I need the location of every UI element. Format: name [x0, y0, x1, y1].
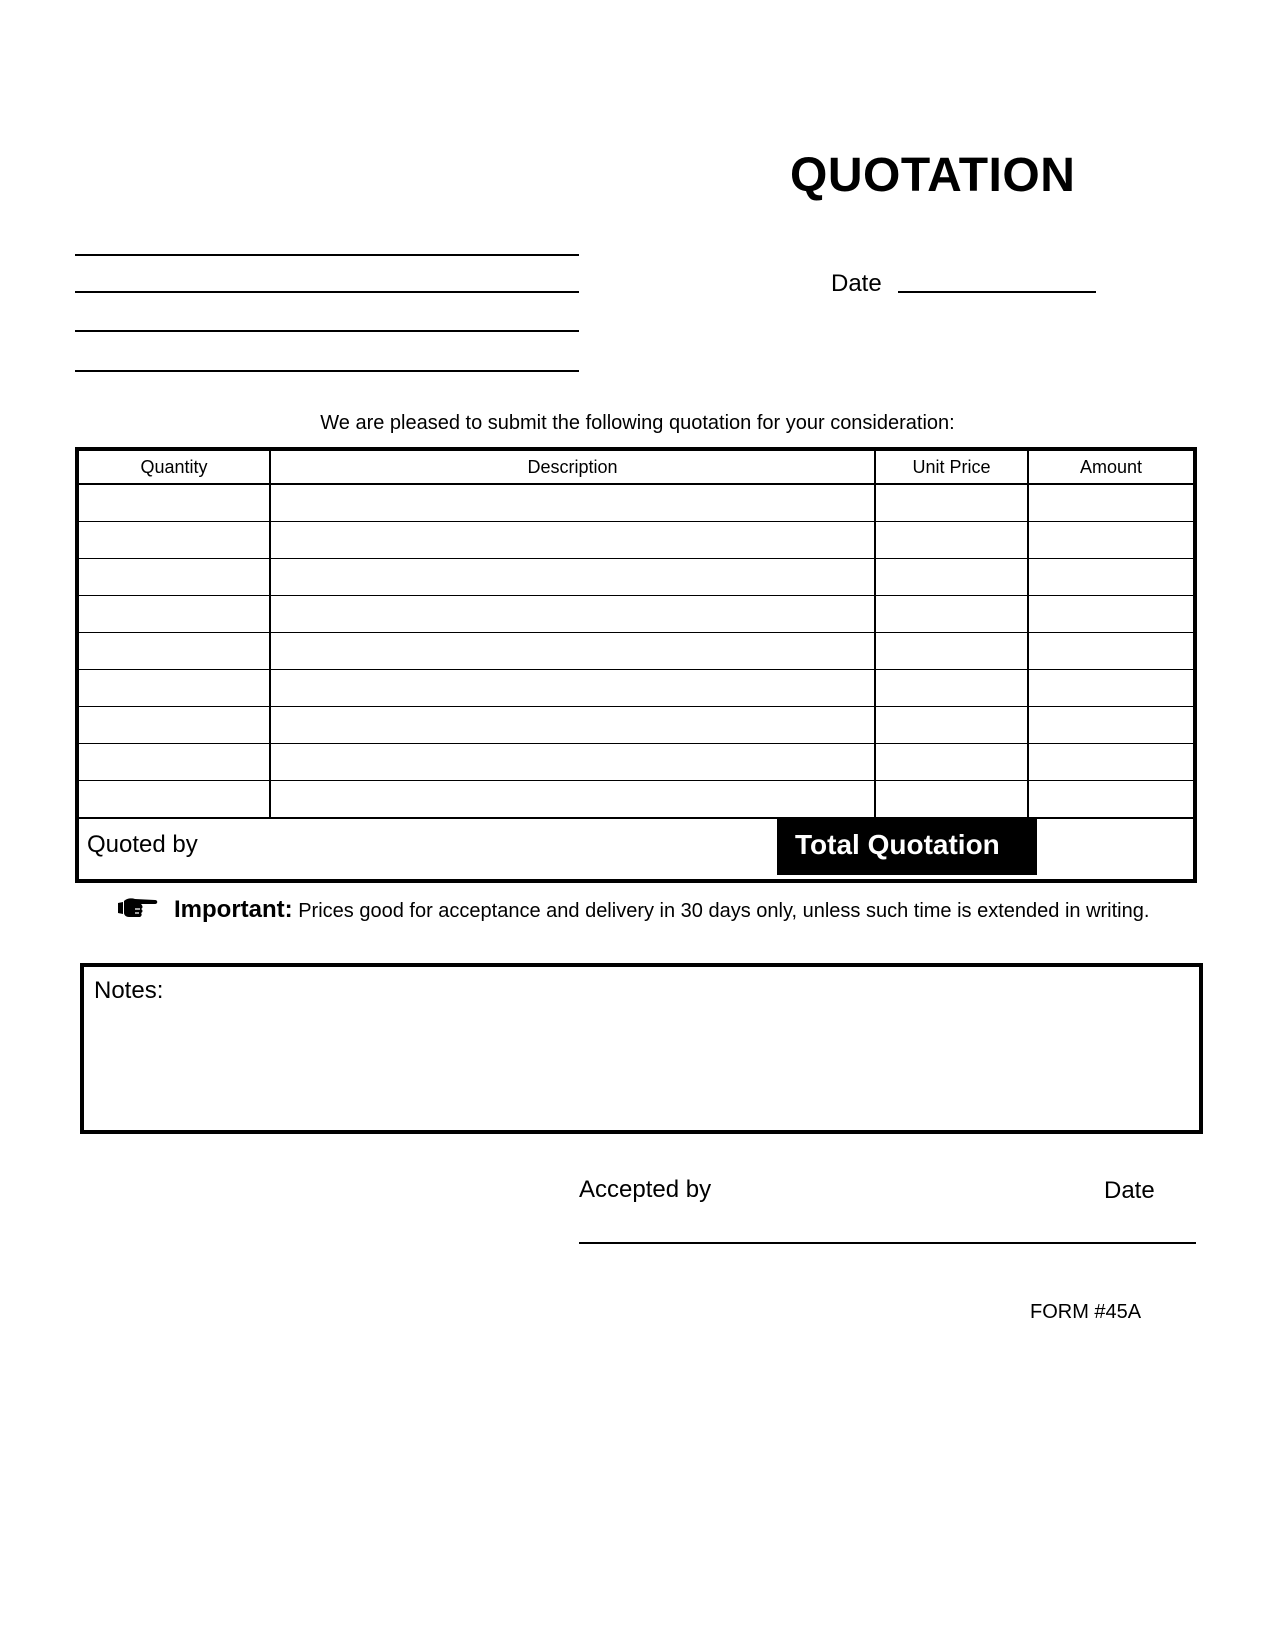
- quantity-cell[interactable]: [79, 559, 270, 596]
- quantity-cell[interactable]: [79, 522, 270, 559]
- amount-cell[interactable]: [1028, 596, 1193, 633]
- acceptance-signature-line[interactable]: [579, 1242, 1196, 1244]
- quantity-cell[interactable]: [79, 596, 270, 633]
- quantity-cell[interactable]: [79, 633, 270, 670]
- description-cell[interactable]: [270, 744, 875, 781]
- description-cell[interactable]: [270, 707, 875, 744]
- acceptance-date-label: Date: [1104, 1177, 1155, 1204]
- important-notice: [174, 898, 1149, 922]
- quantity-cell[interactable]: [79, 744, 270, 781]
- important-text: Prices good for acceptance and delivery in 30 days only, unless such time is extended in writing.: [298, 900, 1150, 922]
- amount-cell[interactable]: [1028, 744, 1193, 781]
- unit-price-cell[interactable]: [875, 707, 1028, 744]
- table-row: [79, 670, 1193, 707]
- unit-price-cell[interactable]: [875, 559, 1028, 596]
- description-cell[interactable]: [270, 559, 875, 596]
- unit-price-cell[interactable]: [875, 781, 1028, 819]
- description-cell[interactable]: [270, 670, 875, 707]
- unit-price-cell[interactable]: [875, 633, 1028, 670]
- amount-cell[interactable]: [1028, 559, 1193, 596]
- description-cell[interactable]: [270, 633, 875, 670]
- address-line-3[interactable]: [75, 330, 579, 332]
- table-row: [79, 707, 1193, 744]
- table-row: [79, 744, 1193, 781]
- description-cell[interactable]: [270, 781, 875, 819]
- amount-cell[interactable]: [1028, 781, 1193, 819]
- table-row: [79, 522, 1193, 559]
- quantity-cell[interactable]: [79, 670, 270, 707]
- quantity-cell[interactable]: [79, 781, 270, 819]
- form-number: FORM #45A: [1030, 1301, 1142, 1323]
- description-cell[interactable]: [270, 522, 875, 559]
- column-header-unit-price: Unit Price: [875, 451, 1028, 484]
- table-row: [79, 484, 1193, 522]
- description-cell[interactable]: [270, 596, 875, 633]
- quoted-by-field[interactable]: [79, 819, 777, 875]
- important-label: Important:: [174, 896, 293, 923]
- date-label: Date: [831, 270, 882, 297]
- amount-cell[interactable]: [1028, 522, 1193, 559]
- quantity-cell[interactable]: [79, 707, 270, 744]
- address-line-4[interactable]: [75, 370, 579, 372]
- notes-label: Notes:: [94, 977, 164, 1004]
- total-quotation-field[interactable]: [1037, 819, 1193, 875]
- date-field[interactable]: [898, 291, 1096, 293]
- column-header-description: Description: [270, 451, 875, 484]
- column-header-amount: Amount: [1028, 451, 1193, 484]
- unit-price-cell[interactable]: [875, 744, 1028, 781]
- page-title: QUOTATION: [790, 149, 1076, 202]
- amount-cell[interactable]: [1028, 670, 1193, 707]
- notes-box[interactable]: [80, 963, 1203, 1134]
- total-quotation-label: Total Quotation: [777, 819, 1037, 875]
- address-line-1[interactable]: [75, 254, 579, 256]
- column-header-quantity: Quantity: [79, 451, 270, 484]
- quotation-table: [75, 447, 1197, 883]
- address-line-2[interactable]: [75, 291, 579, 293]
- accepted-by-label: Accepted by: [579, 1176, 712, 1203]
- intro-text: We are pleased to submit the following quotation for your consideration:: [320, 412, 955, 434]
- table-row: [79, 781, 1193, 819]
- quoted-by-label: Quoted by: [87, 831, 198, 858]
- unit-price-cell[interactable]: [875, 596, 1028, 633]
- quantity-cell[interactable]: [79, 484, 270, 522]
- unit-price-cell[interactable]: [875, 670, 1028, 707]
- unit-price-cell[interactable]: [875, 484, 1028, 522]
- amount-cell[interactable]: [1028, 484, 1193, 522]
- pointing-hand-icon: [117, 896, 159, 920]
- amount-cell[interactable]: [1028, 633, 1193, 670]
- table-row: [79, 596, 1193, 633]
- amount-cell[interactable]: [1028, 707, 1193, 744]
- description-cell[interactable]: [270, 484, 875, 522]
- table-row: [79, 559, 1193, 596]
- table-row: [79, 633, 1193, 670]
- unit-price-cell[interactable]: [875, 522, 1028, 559]
- table-footer: [79, 819, 1193, 875]
